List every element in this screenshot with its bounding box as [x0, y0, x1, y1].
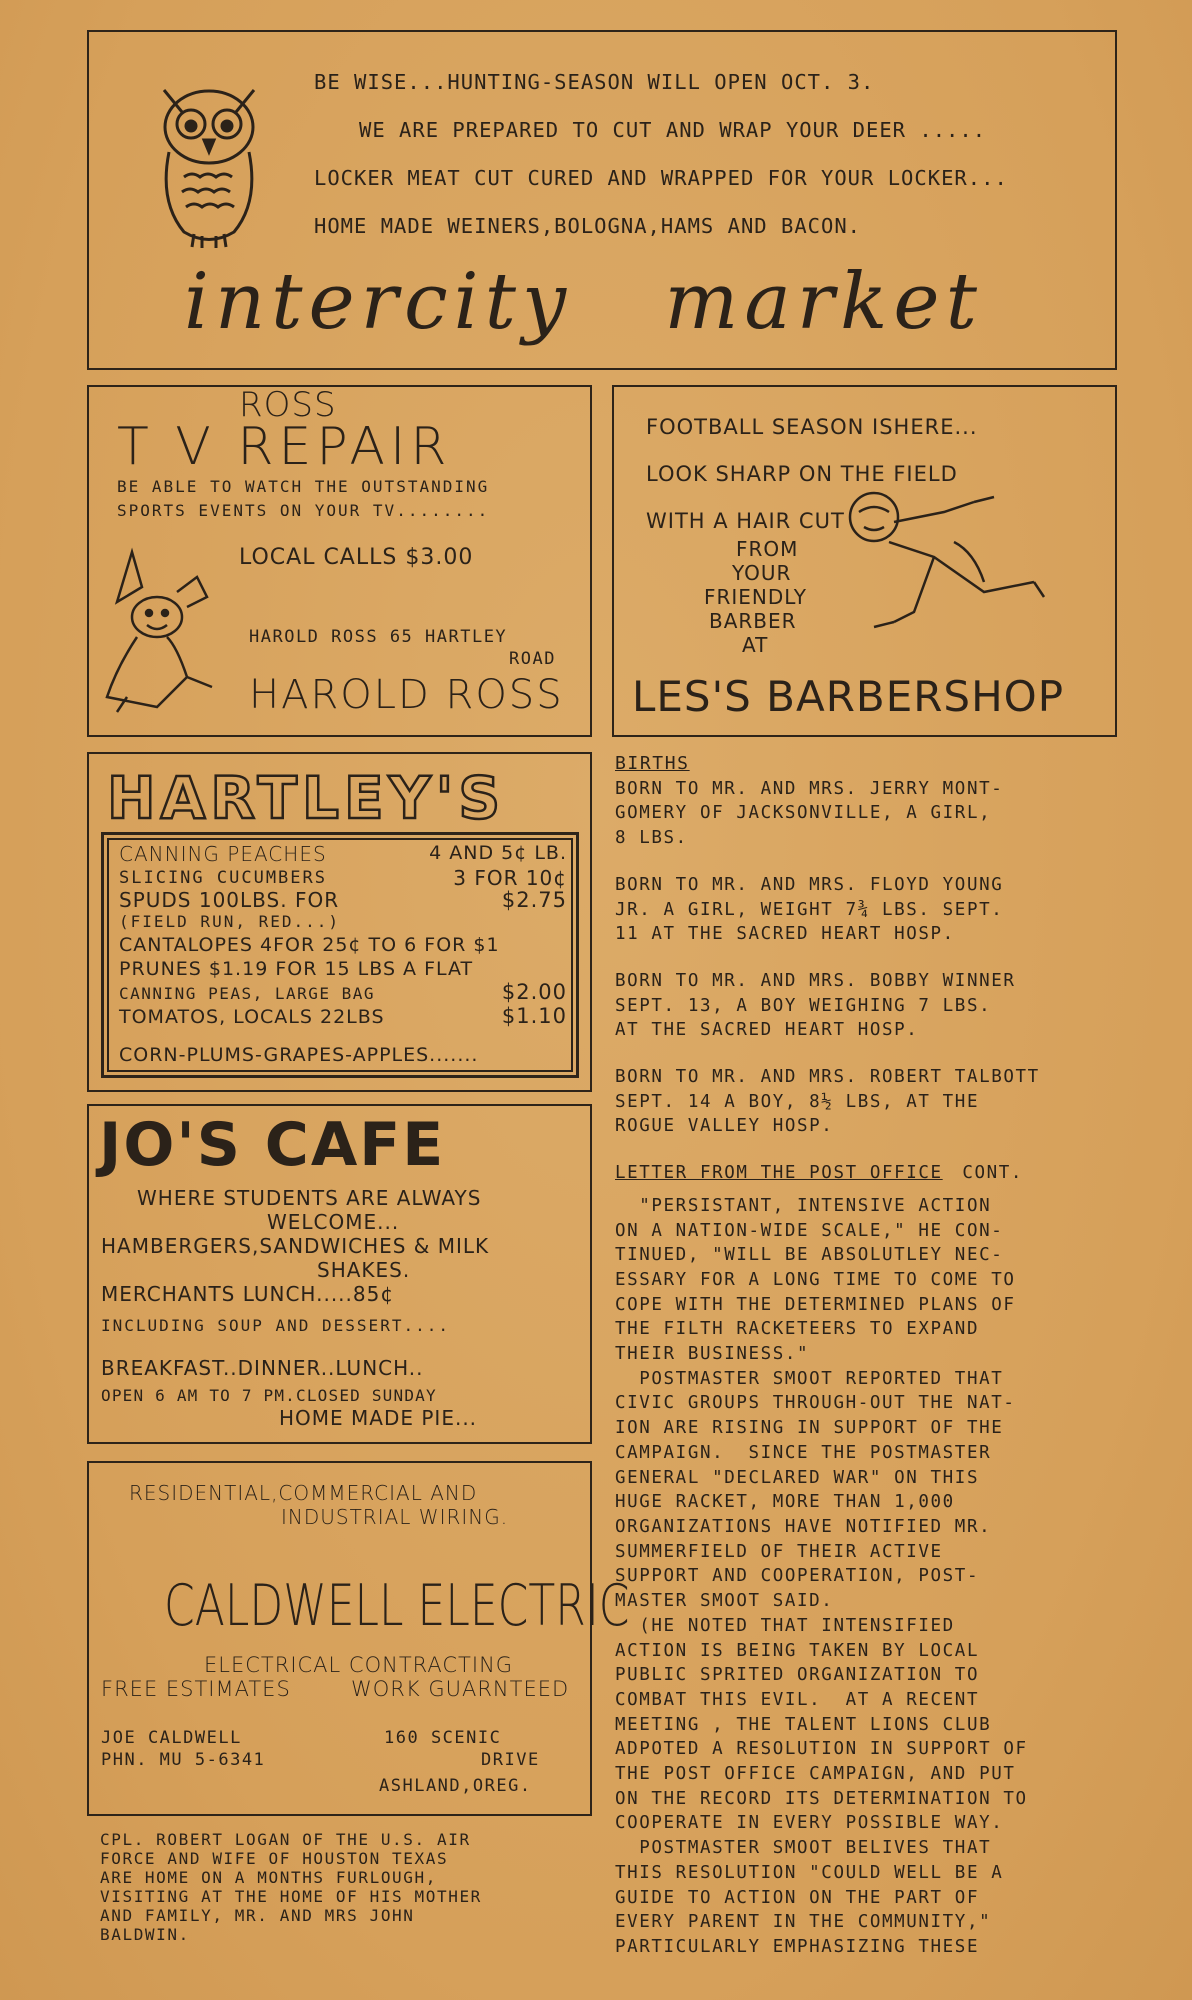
letter-line: SUMMERFIELD OF THEIR ACTIVE	[615, 1541, 943, 1562]
hartleys-price: $1.10	[501, 1004, 567, 1028]
caldwell-electric-name: CALDWELL ELECTRIC	[164, 1573, 630, 1640]
letter-line: CIVIC GROUPS THROUGH-OUT THE NAT-	[615, 1393, 1016, 1414]
ross-top-label: ROSS	[239, 385, 337, 425]
caldwell-free-estimates: FREE ESTIMATES	[101, 1677, 291, 1701]
hartleys-price: $2.00	[501, 980, 567, 1004]
letter-line: ORGANIZATIONS HAVE NOTIFIED MR.	[615, 1516, 992, 1537]
jos-line-1: WHERE STUDENTS ARE ALWAYS	[137, 1186, 482, 1210]
logan-line: VISITING AT THE HOME OF HIS MOTHER	[100, 1887, 482, 1906]
barbershop-ad	[612, 385, 1117, 737]
hartleys-item: (FIELD RUN, RED...)	[119, 912, 341, 931]
birth-entry	[615, 777, 1135, 851]
hartleys-price: 3 FOR 10¢	[453, 866, 567, 890]
hartleys-title: HARTLEY'S	[107, 764, 506, 832]
birth-entry	[615, 873, 1135, 947]
birth-entry	[615, 969, 1135, 1043]
birth-line: AT THE SACRED HEART HOSP.	[615, 1020, 919, 1041]
letter-line: MASTER SMOOT SAID.	[615, 1591, 834, 1612]
letter-line: TINUED, "WILL BE ABSOLUTLEY NEC-	[615, 1245, 1004, 1266]
letter-line: PUBLIC SPRITED ORGANIZATION TO	[615, 1665, 980, 1686]
birth-entry	[615, 1065, 1135, 1139]
caldwell-electric-ad	[87, 1461, 630, 1816]
logan-line: AND FAMILY, MR. AND MRS JOHN	[100, 1906, 415, 1925]
caldwell-addr-2: DRIVE	[481, 1750, 540, 1770]
hartleys-item: TOMATOS, LOCALS 22LBS	[119, 1006, 385, 1028]
caldwell-addr-3: ASHLAND,OREG.	[379, 1776, 532, 1796]
jos-line-4: SHAKES.	[317, 1258, 411, 1282]
tv-repair-title: T V REPAIR	[117, 417, 452, 477]
birth-line: 8 LBS.	[615, 828, 688, 849]
letter-line: GENERAL "DECLARED WAR" ON THIS	[615, 1467, 980, 1488]
intercity-line-2: WE ARE PREPARED TO CUT AND WRAP YOUR DEER .....	[359, 118, 987, 142]
barber-stack-2: YOUR	[732, 561, 792, 585]
jos-cafe-title: JO'S CAFE	[99, 1110, 446, 1180]
letter-line: HUGE RACKET, MORE THAN 1,000	[615, 1492, 955, 1513]
letter-line: POSTMASTER SMOOT REPORTED THAT	[615, 1368, 1004, 1389]
letter-heading: LETTER FROM THE POST OFFICE	[615, 1163, 943, 1184]
owl-illustration	[154, 82, 264, 252]
letter-line: ION ARE RISING IN SUPPORT OF THE	[615, 1418, 1004, 1439]
logan-line: FORCE AND WIFE OF HOUSTON TEXAS	[100, 1849, 449, 1868]
barber-line-3: WITH A HAIR CUT	[646, 509, 845, 533]
barber-stack-1: FROM	[736, 537, 799, 561]
logan-line: CPL. ROBERT LOGAN OF THE U.S. AIR	[100, 1830, 471, 1849]
letter-line: ACTION IS BEING TAKEN BY LOCAL	[615, 1640, 980, 1661]
hartleys-item: SPUDS 100LBS. FOR	[119, 888, 340, 912]
letter-line: THE FILTH RACKETEERS TO EXPAND	[615, 1319, 980, 1340]
letter-line: (HE NOTED THAT INTENSIFIED	[615, 1615, 955, 1636]
jos-line-3: HAMBERGERS,SANDWICHES & MILK	[101, 1234, 490, 1258]
hartleys-item: CANTALOPES 4FOR 25¢ TO 6 FOR $1	[119, 934, 500, 956]
hartleys-item: PRUNES $1.19 FOR 15 LBS A FLAT	[119, 958, 474, 980]
jos-line-7: BREAKFAST..DINNER..LUNCH..	[101, 1356, 424, 1380]
barber-stack-4: BARBER	[709, 609, 797, 633]
birth-line: JR. A GIRL, WEIGHT 7¾ LBS. SEPT.	[615, 899, 1004, 920]
letter-line: GUIDE TO ACTION ON THE PART OF	[615, 1887, 980, 1908]
hartleys-item: SLICING CUCUMBERS	[119, 868, 327, 888]
intercity-market-name: intercity market	[184, 257, 983, 347]
birth-line: SEPT. 13, A BOY WEIGHING 7 LBS.	[615, 995, 992, 1016]
logan-line: BALDWIN.	[100, 1925, 190, 1944]
letter-body	[615, 1194, 1135, 1960]
jos-line-5: MERCHANTS LUNCH.....85¢	[101, 1282, 395, 1306]
birth-line: ROGUE VALLEY HOSP.	[615, 1116, 834, 1137]
barber-stack-5: AT	[742, 633, 769, 657]
birth-line: BORN TO MR. AND MRS. BOBBY WINNER	[615, 970, 1016, 991]
caldwell-addr-1: 160 SCENIC	[384, 1728, 502, 1748]
tv-line-1: BE ABLE TO WATCH THE OUTSTANDING	[117, 477, 490, 496]
jos-line-2: WELCOME...	[267, 1210, 400, 1234]
tv-address-1: HAROLD ROSS 65 HARTLEY	[249, 627, 508, 647]
jos-cafe-ad	[87, 1104, 592, 1444]
birth-line: BORN TO MR. AND MRS. FLOYD YOUNG	[615, 874, 1004, 895]
letter-line: ON THE RECORD ITS DETERMINATION TO	[615, 1788, 1028, 1809]
caldwell-phone: PHN. MU 5-6341	[101, 1750, 266, 1770]
hartleys-item: CANNING PEACHES	[119, 842, 327, 866]
caldwell-work-guaranteed: WORK GUARNTEED	[351, 1677, 570, 1701]
birth-line: 11 AT THE SACRED HEART HOSP.	[615, 924, 955, 945]
hartleys-footer: CORN-PLUMS-GRAPES-APPLES.......	[119, 1044, 479, 1066]
jos-line-8: OPEN 6 AM TO 7 PM.CLOSED SUNDAY	[101, 1386, 437, 1405]
births-column	[615, 752, 1135, 1960]
birth-line: GOMERY OF JACKSONVILLE, A GIRL,	[615, 803, 992, 824]
hartleys-item: CANNING PEAS, LARGE BAG	[119, 984, 376, 1003]
intercity-line-3: LOCKER MEAT CUT CURED AND WRAPPED FOR YOUR LOCKER...	[314, 166, 1008, 190]
tv-address-2: ROAD	[509, 649, 556, 669]
tv-line-2: SPORTS EVENTS ON YOUR TV........	[117, 501, 490, 520]
intercity-line-1: BE WISE...HUNTING-SEASON WILL OPEN OCT. 3.	[314, 70, 875, 94]
letter-cont: CONT.	[962, 1163, 1023, 1184]
caldwell-top-2: INDUSTRIAL WIRING.	[281, 1505, 509, 1529]
letter-line: PARTICULARLY EMPHASIZING THESE	[615, 1936, 980, 1957]
letter-line: "PERSISTANT, INTENSIVE ACTION	[615, 1195, 992, 1216]
caldwell-joe: JOE CALDWELL	[101, 1728, 242, 1748]
caldwell-top-1: RESIDENTIAL,COMMERCIAL AND	[129, 1481, 478, 1505]
intercity-market-ad	[87, 30, 1117, 370]
births-heading: BIRTHS	[615, 753, 690, 774]
harold-ross-name: HAROLD ROSS	[249, 672, 564, 718]
local-calls-price: LOCAL CALLS $3.00	[239, 545, 474, 570]
jos-line-6: INCLUDING SOUP AND DESSERT....	[101, 1316, 450, 1335]
letter-line: THE POST OFFICE CAMPAIGN, AND PUT	[615, 1764, 1016, 1785]
logan-note	[100, 1830, 482, 1944]
barber-line-1: FOOTBALL SEASON ISHERE...	[646, 415, 978, 439]
hartleys-ad	[87, 752, 592, 1092]
birth-line: SEPT. 14 A BOY, 8½ LBS, AT THE	[615, 1091, 980, 1112]
letter-line: EVERY PARENT IN THE COMMUNITY,"	[615, 1912, 992, 1933]
les-barbershop-name: LES'S BARBERSHOP	[632, 672, 1065, 721]
birth-line: BORN TO MR. AND MRS. JERRY MONT-	[615, 778, 1004, 799]
birth-line: BORN TO MR. AND MRS. ROBERT TALBOTT	[615, 1067, 1040, 1088]
logan-line: ARE HOME ON A MONTHS FURLOUGH,	[100, 1868, 437, 1887]
tv-repair-ad	[87, 385, 592, 737]
letter-line: ADPOTED A RESOLUTION IN SUPPORT OF	[615, 1739, 1028, 1760]
letter-heading-row	[615, 1161, 1135, 1186]
intercity-line-4: HOME MADE WEINERS,BOLOGNA,HAMS AND BACON.	[314, 214, 862, 238]
letter-line: SUPPORT AND COOPERATION, POST-	[615, 1566, 980, 1587]
hartleys-price: $2.75	[501, 888, 567, 912]
letter-line: COPE WITH THE DETERMINED PLANS OF	[615, 1294, 1016, 1315]
jos-line-9: HOME MADE PIE...	[279, 1406, 478, 1430]
elf-illustration	[97, 547, 217, 717]
barber-line-2: LOOK SHARP ON THE FIELD	[646, 462, 958, 486]
caldwell-sub: ELECTRICAL CONTRACTING	[204, 1653, 514, 1677]
letter-line: THIS RESOLUTION "COULD WELL BE A	[615, 1862, 1004, 1883]
football-player-illustration	[834, 482, 1054, 652]
letter-line: ESSARY FOR A LONG TIME TO COME TO	[615, 1269, 1016, 1290]
barber-stack-3: FRIENDLY	[704, 585, 807, 609]
letter-line: MEETING , THE TALENT LIONS CLUB	[615, 1714, 992, 1735]
letter-line: CAMPAIGN. SINCE THE POSTMASTER	[615, 1442, 992, 1463]
hartleys-price: 4 AND 5¢ LB.	[429, 842, 567, 864]
letter-line: THEIR BUSINESS."	[615, 1344, 810, 1365]
letter-line: COMBAT THIS EVIL. AT A RECENT	[615, 1689, 980, 1710]
letter-line: COOPERATE IN EVERY POSSIBLE WAY.	[615, 1813, 1004, 1834]
letter-line: ON A NATION-WIDE SCALE," HE CON-	[615, 1220, 1004, 1241]
letter-line: POSTMASTER SMOOT BELIVES THAT	[615, 1838, 992, 1859]
